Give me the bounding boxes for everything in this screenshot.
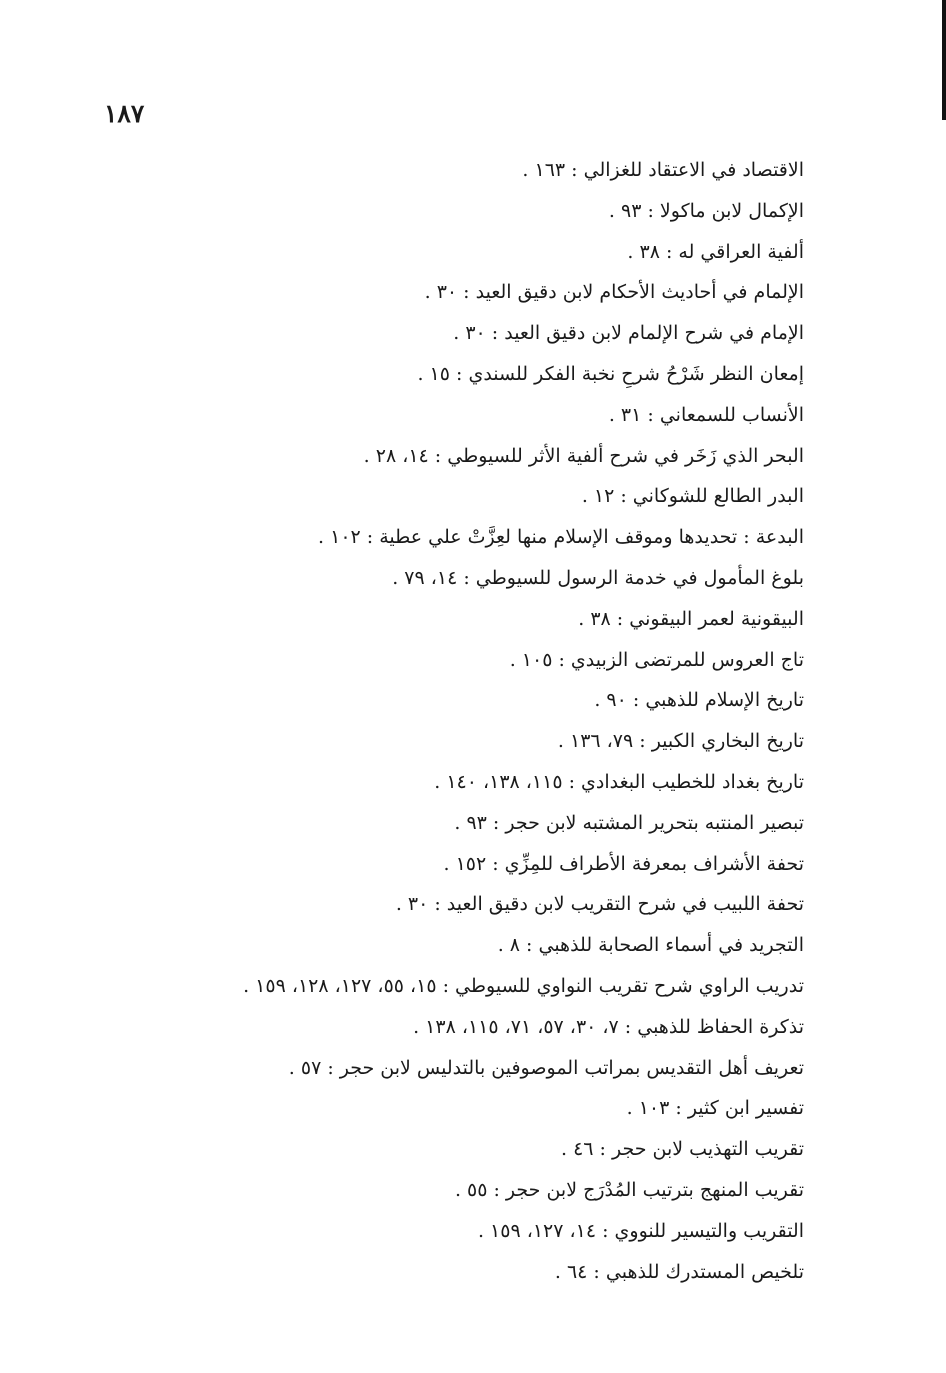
bibliography-entry: تقريب التهذيب لابن حجر : ٤٦ .: [561, 1138, 804, 1161]
bibliography-entry: الإكمال لابن ماكولا : ٩٣ .: [608, 199, 804, 222]
bibliography-entry: التقريب والتيسير للنووي : ١٤، ١٢٧، ١٥٩ .: [477, 1219, 804, 1242]
bibliography-entry: تاريخ الإسلام للذهبي : ٩٠ .: [594, 689, 804, 712]
bibliography-entry: إمعان النظر شَرْحُ شرحِ نخبة الفكر للسندي : ١٥ .: [417, 362, 804, 385]
bibliography-entry: التجريد في أسماء الصحابة للذهبي : ٨ .: [497, 934, 804, 957]
bibliography-entry: الإلمام في أحاديث الأحكام لابن دقيق العيد : ٣٠ .: [424, 281, 804, 304]
bibliography-entry: البدعة : تحديدها وموقف الإسلام منها لعِزَّتْ علي عطية : ١٠٢ .: [318, 526, 804, 549]
bibliography-entry: ألفية العراقي له : ٣٨ .: [627, 240, 804, 263]
bibliography-entry: البدر الطالع للشوكاني : ١٢ .: [581, 485, 804, 508]
bibliography-entry: تلخيص المستدرك للذهبي : ٦٤ .: [554, 1260, 804, 1283]
bibliography-entry: تحفة الأشراف بمعرفة الأطراف للمِزِّي : ١٥٢ .: [443, 852, 804, 875]
bibliography-entry: تبصير المنتبه بتحرير المشتبه لابن حجر : ٩٣ .: [454, 811, 804, 834]
page-number: ١٨٧: [104, 99, 145, 128]
bibliography-entry: البيقونية لعمر البيقوني : ٣٨ .: [578, 607, 804, 630]
bibliography-entry: بلوغ المأمول في خدمة الرسول للسيوطي : ١٤، ٧٩ .: [392, 566, 804, 589]
bibliography-entry: تاريخ بغداد للخطيب البغدادي : ١١٥، ١٣٨، ١٤٠ .: [434, 770, 804, 793]
bibliography-entry: تدريب الراوي شرح تقريب النواوي للسيوطي : ١٥، ٥٥، ١٢٧، ١٢٨، ١٥٩ .: [243, 974, 804, 997]
page-edge-mark: [942, 0, 946, 120]
bibliography-entry: تذكرة الحفاظ للذهبي : ٧، ٣٠، ٥٧، ٧١، ١١٥، ١٣٨ .: [413, 1015, 804, 1038]
bibliography-entry: تاريخ البخاري الكبير : ٧٩، ١٣٦ .: [557, 730, 804, 753]
bibliography-entry: تعريف أهل التقديس بمراتب الموصوفين بالتدليس لابن حجر : ٥٧ .: [288, 1056, 804, 1079]
bibliography-entry: الاقتصاد في الاعتقاد للغزالي : ١٦٣ .: [522, 159, 804, 181]
bibliography-entry: الإمام في شرح الإلمام لابن دقيق العيد : ٣٠ .: [453, 322, 804, 345]
bibliography-entry: تاج العروس للمرتضى الزبيدي : ١٠٥ .: [509, 648, 804, 671]
bibliography-entry: البحر الذي زَخَر في شرح ألفية الأثر للسيوطي : ١٤، ٢٨ .: [363, 444, 804, 467]
bibliography-list: [84, 150, 804, 1292]
bibliography-entry: تفسير ابن كثير : ١٠٣ .: [626, 1097, 804, 1120]
bibliography-entry: تقريب المنهج بترتيب المُدْرَج لابن حجر : ٥٥ .: [454, 1178, 804, 1201]
bibliography-entry: تحفة اللبيب في شرح التقريب لابن دقيق العيد : ٣٠ .: [395, 893, 804, 916]
bibliography-entry: الأنساب للسمعاني : ٣١ .: [608, 403, 804, 426]
